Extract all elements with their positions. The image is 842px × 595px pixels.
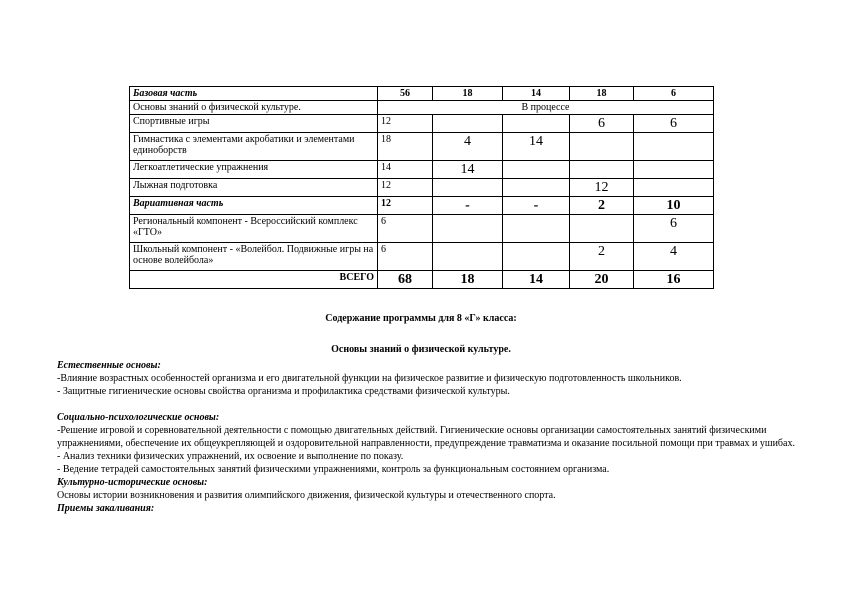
table-row — [130, 243, 714, 271]
cell: 14 — [503, 271, 570, 289]
cell: 18 — [378, 133, 433, 161]
cell: 56 — [378, 87, 433, 101]
row-label: Легкоатлетические упражнения — [130, 161, 378, 179]
cell — [570, 133, 634, 161]
cell — [503, 161, 570, 179]
cell: 16 — [634, 271, 714, 289]
cell — [634, 133, 714, 161]
row-label: Региональный компонент - Всероссийский комплекс «ГТО» — [130, 215, 378, 243]
cell: 18 — [570, 87, 634, 101]
paragraph: Основы истории возникновения и развития олимпийского движения, физической культуры и отечественного спорта. — [57, 490, 556, 501]
paragraph: - Защитные гигиенические основы свойства организма и профилактика средствами физической культуры. — [57, 386, 510, 397]
cell — [503, 115, 570, 133]
subsection-title: Социально-психологические основы: — [57, 412, 220, 423]
subsection-title: Приемы закаливания: — [57, 503, 155, 514]
row-label: Вариативная часть — [130, 197, 378, 215]
table-row — [130, 101, 714, 115]
paragraph: -Решение игровой и соревновательной деятельности с помощью двигательных действий. Гигиенические основы организации самостоятельных занятий физическими упражнениями, обеспечение их общеукрепляющей и оздоровительной направленности, предупреждение травматизма и оказание посильной помощи при травмах и ушибах. — [57, 425, 795, 449]
cell: 18 — [433, 87, 503, 101]
cell: 20 — [570, 271, 634, 289]
hours-table — [129, 86, 714, 289]
cell: 18 — [433, 271, 503, 289]
cell: 14 — [433, 161, 503, 179]
cell: 6 — [570, 115, 634, 133]
cell: 6 — [378, 215, 433, 243]
table-row — [130, 115, 714, 133]
cell — [433, 179, 503, 197]
table-row — [130, 215, 714, 243]
cell — [634, 161, 714, 179]
cell — [433, 243, 503, 271]
section-heading: Основы знаний о физической культуре. — [331, 344, 511, 355]
table-row — [130, 197, 714, 215]
cell — [503, 243, 570, 271]
cell: 14 — [503, 133, 570, 161]
cell: 6 — [634, 115, 714, 133]
cell: 2 — [570, 197, 634, 215]
subsection-title: Культурно-исторические основы: — [57, 477, 208, 488]
cell: 6 — [378, 243, 433, 271]
cell: 10 — [634, 197, 714, 215]
cell: 14 — [378, 161, 433, 179]
row-label: Базовая часть — [130, 87, 378, 101]
table-row — [130, 133, 714, 161]
row-label: Гимнастика с элементами акробатики и элементами единоборств — [130, 133, 378, 161]
cell — [503, 215, 570, 243]
cell: 12 — [378, 115, 433, 133]
cell — [634, 179, 714, 197]
subsection-title: Естественные основы: — [57, 360, 161, 371]
cell: 14 — [503, 87, 570, 101]
row-label: Лыжная подготовка — [130, 179, 378, 197]
cell: 12 — [378, 179, 433, 197]
cell: 12 — [378, 197, 433, 215]
paragraph: - Ведение тетрадей самостоятельных занятий физическими упражнениями, контроль за функциональным состоянием организма. — [57, 464, 610, 475]
table-row-total — [130, 271, 714, 289]
row-label: Школьный компонент - «Волейбол. Подвижные игры на основе волейбола» — [130, 243, 378, 271]
cell: - — [433, 197, 503, 215]
cell: 2 — [570, 243, 634, 271]
program-heading: Содержание программы для 8 «Г» класса: — [325, 313, 517, 324]
program-content — [57, 359, 797, 515]
cell: - — [503, 197, 570, 215]
table-row — [130, 161, 714, 179]
cell — [503, 179, 570, 197]
cell: 6 — [634, 215, 714, 243]
cell: 4 — [634, 243, 714, 271]
table-row — [130, 179, 714, 197]
row-label: ВСЕГО — [130, 271, 378, 289]
cell: 12 — [570, 179, 634, 197]
cell: 4 — [433, 133, 503, 161]
cell — [433, 115, 503, 133]
cell — [570, 215, 634, 243]
paragraph: -Влияние возрастных особенностей организма и его двигательной функции на физическое развитие и физическую подготовленность школьников. — [57, 373, 682, 384]
cell — [433, 215, 503, 243]
merged-cell: В процессе — [378, 101, 714, 115]
cell: 6 — [634, 87, 714, 101]
cell: 68 — [378, 271, 433, 289]
row-label: Основы знаний о физической культуре. — [130, 101, 378, 115]
cell — [570, 161, 634, 179]
table-row — [130, 87, 714, 101]
row-label: Спортивные игры — [130, 115, 378, 133]
paragraph: - Анализ техники физических упражнений, их освоение и выполнение по показу. — [57, 451, 404, 462]
